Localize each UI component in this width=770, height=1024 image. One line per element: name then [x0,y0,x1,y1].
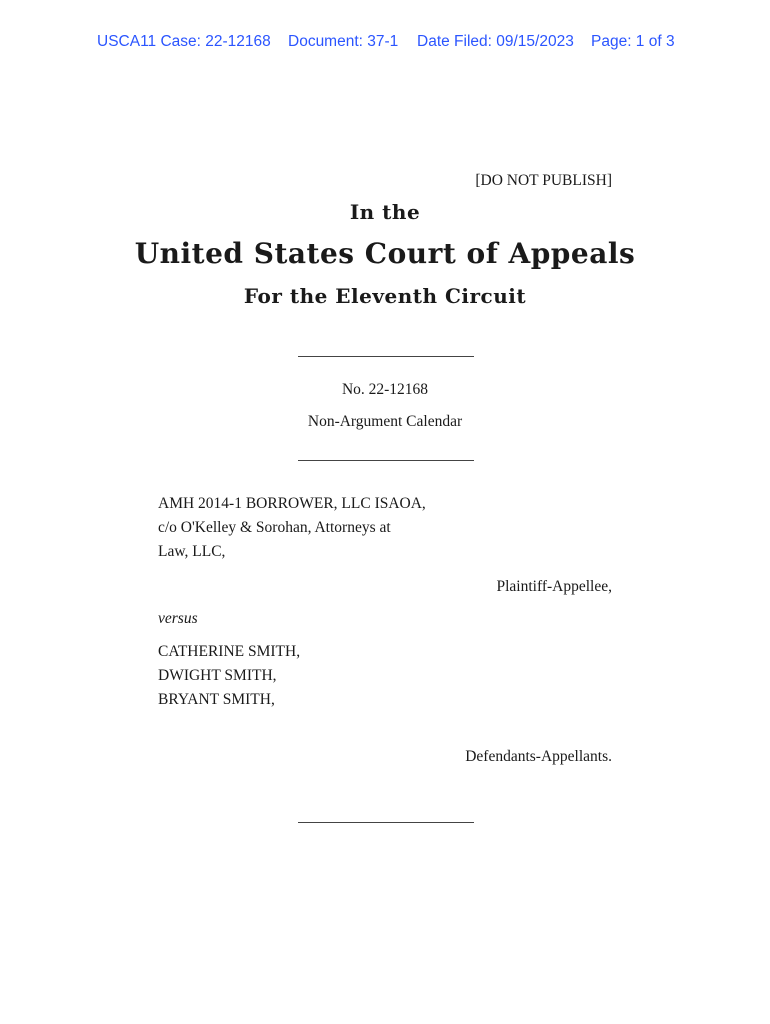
publish-notice: [DO NOT PUBLISH] [475,172,612,189]
case-number: No. 22-12168 [341,381,429,398]
defendant-line: BRYANT SMITH, [158,691,275,708]
court-circuit: For the Eleventh Circuit [243,284,527,308]
versus-label: versus [158,610,198,627]
defendants-role: Defendants-Appellants. [465,748,612,765]
filing-header [97,33,687,53]
header-case-number: USCA11 Case: 22-12168 [97,33,271,50]
plaintiff-party [158,492,426,564]
plaintiff-line: c/o O'Kelley & Sorohan, Attorneys at [158,519,391,536]
header-page-count: Page: 1 of 3 [591,33,675,50]
plaintiff-line: AMH 2014-1 BORROWER, LLC ISAOA, [158,495,426,512]
defendant-line: DWIGHT SMITH, [158,667,277,684]
divider-rule [298,822,474,823]
defendant-line: CATHERINE SMITH, [158,643,301,660]
defendants-party [158,640,300,712]
divider-rule [298,356,474,357]
plaintiff-role: Plaintiff-Appellee, [496,578,612,595]
plaintiff-line: Law, LLC, [158,543,226,560]
header-document-number: Document: 37-1 [288,33,399,50]
header-date-filed: Date Filed: 09/15/2023 [417,33,574,50]
calendar-type: Non-Argument Calendar [307,413,463,430]
court-name: United States Court of Appeals [134,237,636,270]
divider-rule [298,460,474,461]
court-in-the: In the [349,200,421,224]
